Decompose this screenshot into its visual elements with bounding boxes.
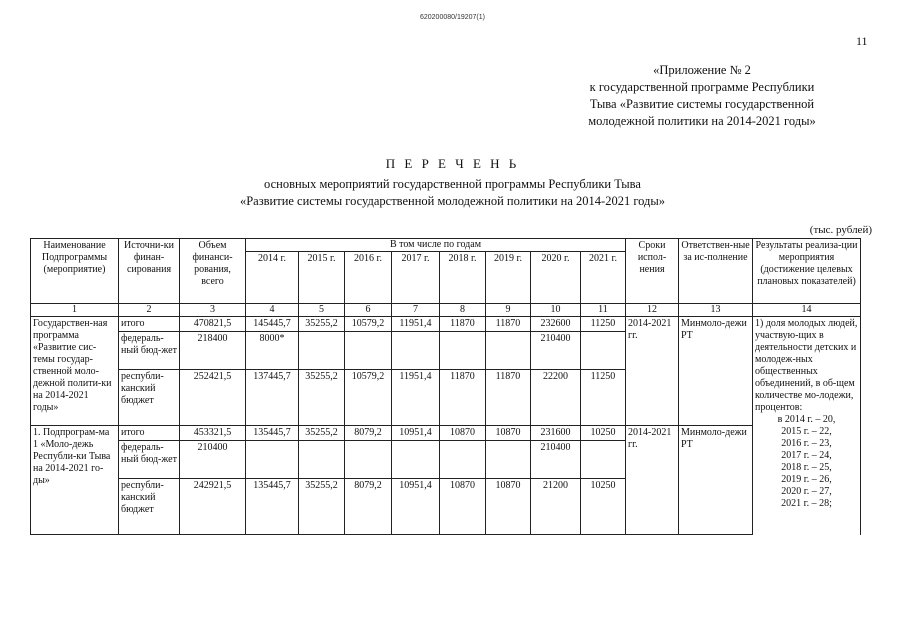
header-name: Наименование Подпрограммы (мероприятие) xyxy=(31,239,119,304)
source-cell: итого xyxy=(119,317,180,332)
amount-cell: 231600 xyxy=(531,426,581,441)
header-volume: Объем финанси-рования, всего xyxy=(180,239,246,304)
header-terms: Сроки испол-нения xyxy=(626,239,679,304)
amount-cell: 218400 xyxy=(180,332,246,370)
results-text: 1) доля молодых людей, участвую-щих в деятельности детских и молодеж-ных общественных объединений, в об-щем количестве мо-лодежи, процентов: xyxy=(755,318,858,413)
amount-cell: 8079,2 xyxy=(345,479,392,535)
results-year: 2015 г. – 22, xyxy=(781,426,832,437)
amount-cell: 10579,2 xyxy=(345,370,392,426)
results-year: 2021 г. – 28; xyxy=(781,498,832,509)
amount-cell xyxy=(581,441,626,479)
amount-cell: 10250 xyxy=(581,426,626,441)
amount-cell: 35255,2 xyxy=(299,317,345,332)
amount-cell xyxy=(440,441,486,479)
amount-cell: 35255,2 xyxy=(299,479,345,535)
program-name-cell: 1. Подпрограм-ма 1 «Моло-дежь Республи-ки Тыва на 2014-2021 го-ды» xyxy=(31,426,119,535)
amount-cell: 470821,5 xyxy=(180,317,246,332)
terms-cell: 2014-2021 гг. xyxy=(626,317,679,426)
amount-cell: 135445,7 xyxy=(246,479,299,535)
amount-cell: 453321,5 xyxy=(180,426,246,441)
header-year: 2015 г. xyxy=(299,252,345,304)
amount-cell: 11870 xyxy=(440,317,486,332)
terms-cell: 2014-2021 гг. xyxy=(626,426,679,535)
column-number: 12 xyxy=(626,304,679,317)
source-cell: федераль-ный бюд-жет xyxy=(119,441,180,479)
header-year: 2016 г. xyxy=(345,252,392,304)
column-number: 14 xyxy=(753,304,861,317)
amount-cell xyxy=(345,332,392,370)
responsible-cell: Минмоло-дежи РТ xyxy=(679,426,753,535)
amount-cell: 11951,4 xyxy=(392,317,440,332)
amount-cell: 10870 xyxy=(440,426,486,441)
amount-cell: 145445,7 xyxy=(246,317,299,332)
document-id: 620200080/19207(1) xyxy=(419,14,485,21)
page-number: 11 xyxy=(856,34,868,48)
amount-cell: 10870 xyxy=(440,479,486,535)
amount-cell: 10870 xyxy=(486,426,531,441)
program-name-cell: Государствен-ная программа «Развитие сис-темы государ-ственной моло-дежной полити-ки на 2014-2021 годы» xyxy=(31,317,119,426)
header-by-years: В том числе по годам xyxy=(246,239,626,252)
table-row xyxy=(31,317,861,332)
amount-cell: 22200 xyxy=(531,370,581,426)
column-number: 11 xyxy=(581,304,626,317)
amount-cell xyxy=(392,441,440,479)
source-cell: республи-канский бюджет xyxy=(119,479,180,535)
appendix-header xyxy=(537,62,867,130)
results-year: 2017 г. – 24, xyxy=(781,450,832,461)
amount-cell xyxy=(392,332,440,370)
amount-cell: 11870 xyxy=(486,317,531,332)
column-number: 3 xyxy=(180,304,246,317)
appendix-line: «Приложение № 2 xyxy=(653,63,751,77)
column-number-row xyxy=(31,304,861,317)
header-year: 2020 г. xyxy=(531,252,581,304)
amount-cell: 10250 xyxy=(581,479,626,535)
amount-cell xyxy=(581,332,626,370)
amount-cell xyxy=(486,441,531,479)
header-results: Результаты реализа-ции мероприятия (достижение целевых плановых показателей) xyxy=(753,239,861,304)
column-number: 10 xyxy=(531,304,581,317)
amount-cell: 11870 xyxy=(440,370,486,426)
amount-cell: 21200 xyxy=(531,479,581,535)
amount-cell: 8079,2 xyxy=(345,426,392,441)
amount-cell xyxy=(486,332,531,370)
column-number: 2 xyxy=(119,304,180,317)
amount-cell: 35255,2 xyxy=(299,426,345,441)
subtitle-line: «Развитие системы государственной молодежной политики на 2014-2021 годы» xyxy=(239,194,666,208)
amount-cell: 11870 xyxy=(486,370,531,426)
column-number: 7 xyxy=(392,304,440,317)
amount-cell xyxy=(299,332,345,370)
results-year: в 2014 г. – 20, xyxy=(777,414,836,425)
header-source: Источни-ки финан-сирования xyxy=(119,239,180,304)
amount-cell xyxy=(299,441,345,479)
amount-cell xyxy=(246,441,299,479)
results-year: 2020 г. – 27, xyxy=(781,486,832,497)
amount-cell: 10870 xyxy=(486,479,531,535)
column-number: 8 xyxy=(440,304,486,317)
amount-cell: 11250 xyxy=(581,317,626,332)
amount-cell: 232600 xyxy=(531,317,581,332)
appendix-line: к государственной программе Республики xyxy=(589,80,815,94)
amount-cell xyxy=(440,332,486,370)
source-cell: итого xyxy=(119,426,180,441)
amount-cell: 11250 xyxy=(581,370,626,426)
column-number: 6 xyxy=(345,304,392,317)
document-subtitle xyxy=(0,176,905,210)
results-cell xyxy=(753,317,861,535)
amount-cell: 10951,4 xyxy=(392,426,440,441)
responsible-cell: Минмоло-дежи РТ xyxy=(679,317,753,426)
document-title: П Е Р Е Ч Е Н Ь xyxy=(385,156,520,171)
amount-cell: 210400 xyxy=(180,441,246,479)
table-row xyxy=(31,426,861,441)
column-number: 13 xyxy=(679,304,753,317)
column-number: 9 xyxy=(486,304,531,317)
amount-cell: 137445,7 xyxy=(246,370,299,426)
amount-cell: 10579,2 xyxy=(345,317,392,332)
amount-cell: 8000* xyxy=(246,332,299,370)
amount-cell: 210400 xyxy=(531,332,581,370)
amount-cell: 11951,4 xyxy=(392,370,440,426)
amount-cell: 242921,5 xyxy=(180,479,246,535)
header-year: 2017 г. xyxy=(392,252,440,304)
appendix-line: Тыва «Развитие системы государственной xyxy=(589,97,815,111)
column-number: 5 xyxy=(299,304,345,317)
units-label: (тыс. рублей) xyxy=(809,224,872,236)
column-number: 1 xyxy=(31,304,119,317)
amount-cell: 35255,2 xyxy=(299,370,345,426)
column-number: 4 xyxy=(246,304,299,317)
amount-cell xyxy=(345,441,392,479)
amount-cell: 135445,7 xyxy=(246,426,299,441)
header-year: 2019 г. xyxy=(486,252,531,304)
subtitle-line: основных мероприятий государственной программы Республики Тыва xyxy=(264,177,641,191)
results-year: 2018 г. – 25, xyxy=(781,462,832,473)
appendix-line: молодежной политики на 2014-2021 годы» xyxy=(588,114,816,128)
header-year: 2018 г. xyxy=(440,252,486,304)
source-cell: республи-канский бюджет xyxy=(119,370,180,426)
measures-table xyxy=(30,238,861,535)
header-responsible: Ответствен-ные за ис-полнение xyxy=(679,239,753,304)
source-cell: федераль-ный бюд-жет xyxy=(119,332,180,370)
header-year: 2021 г. xyxy=(581,252,626,304)
amount-cell: 252421,5 xyxy=(180,370,246,426)
results-year: 2019 г. – 26, xyxy=(781,474,832,485)
amount-cell: 10951,4 xyxy=(392,479,440,535)
amount-cell: 210400 xyxy=(531,441,581,479)
results-year: 2016 г. – 23, xyxy=(781,438,832,449)
header-year: 2014 г. xyxy=(246,252,299,304)
